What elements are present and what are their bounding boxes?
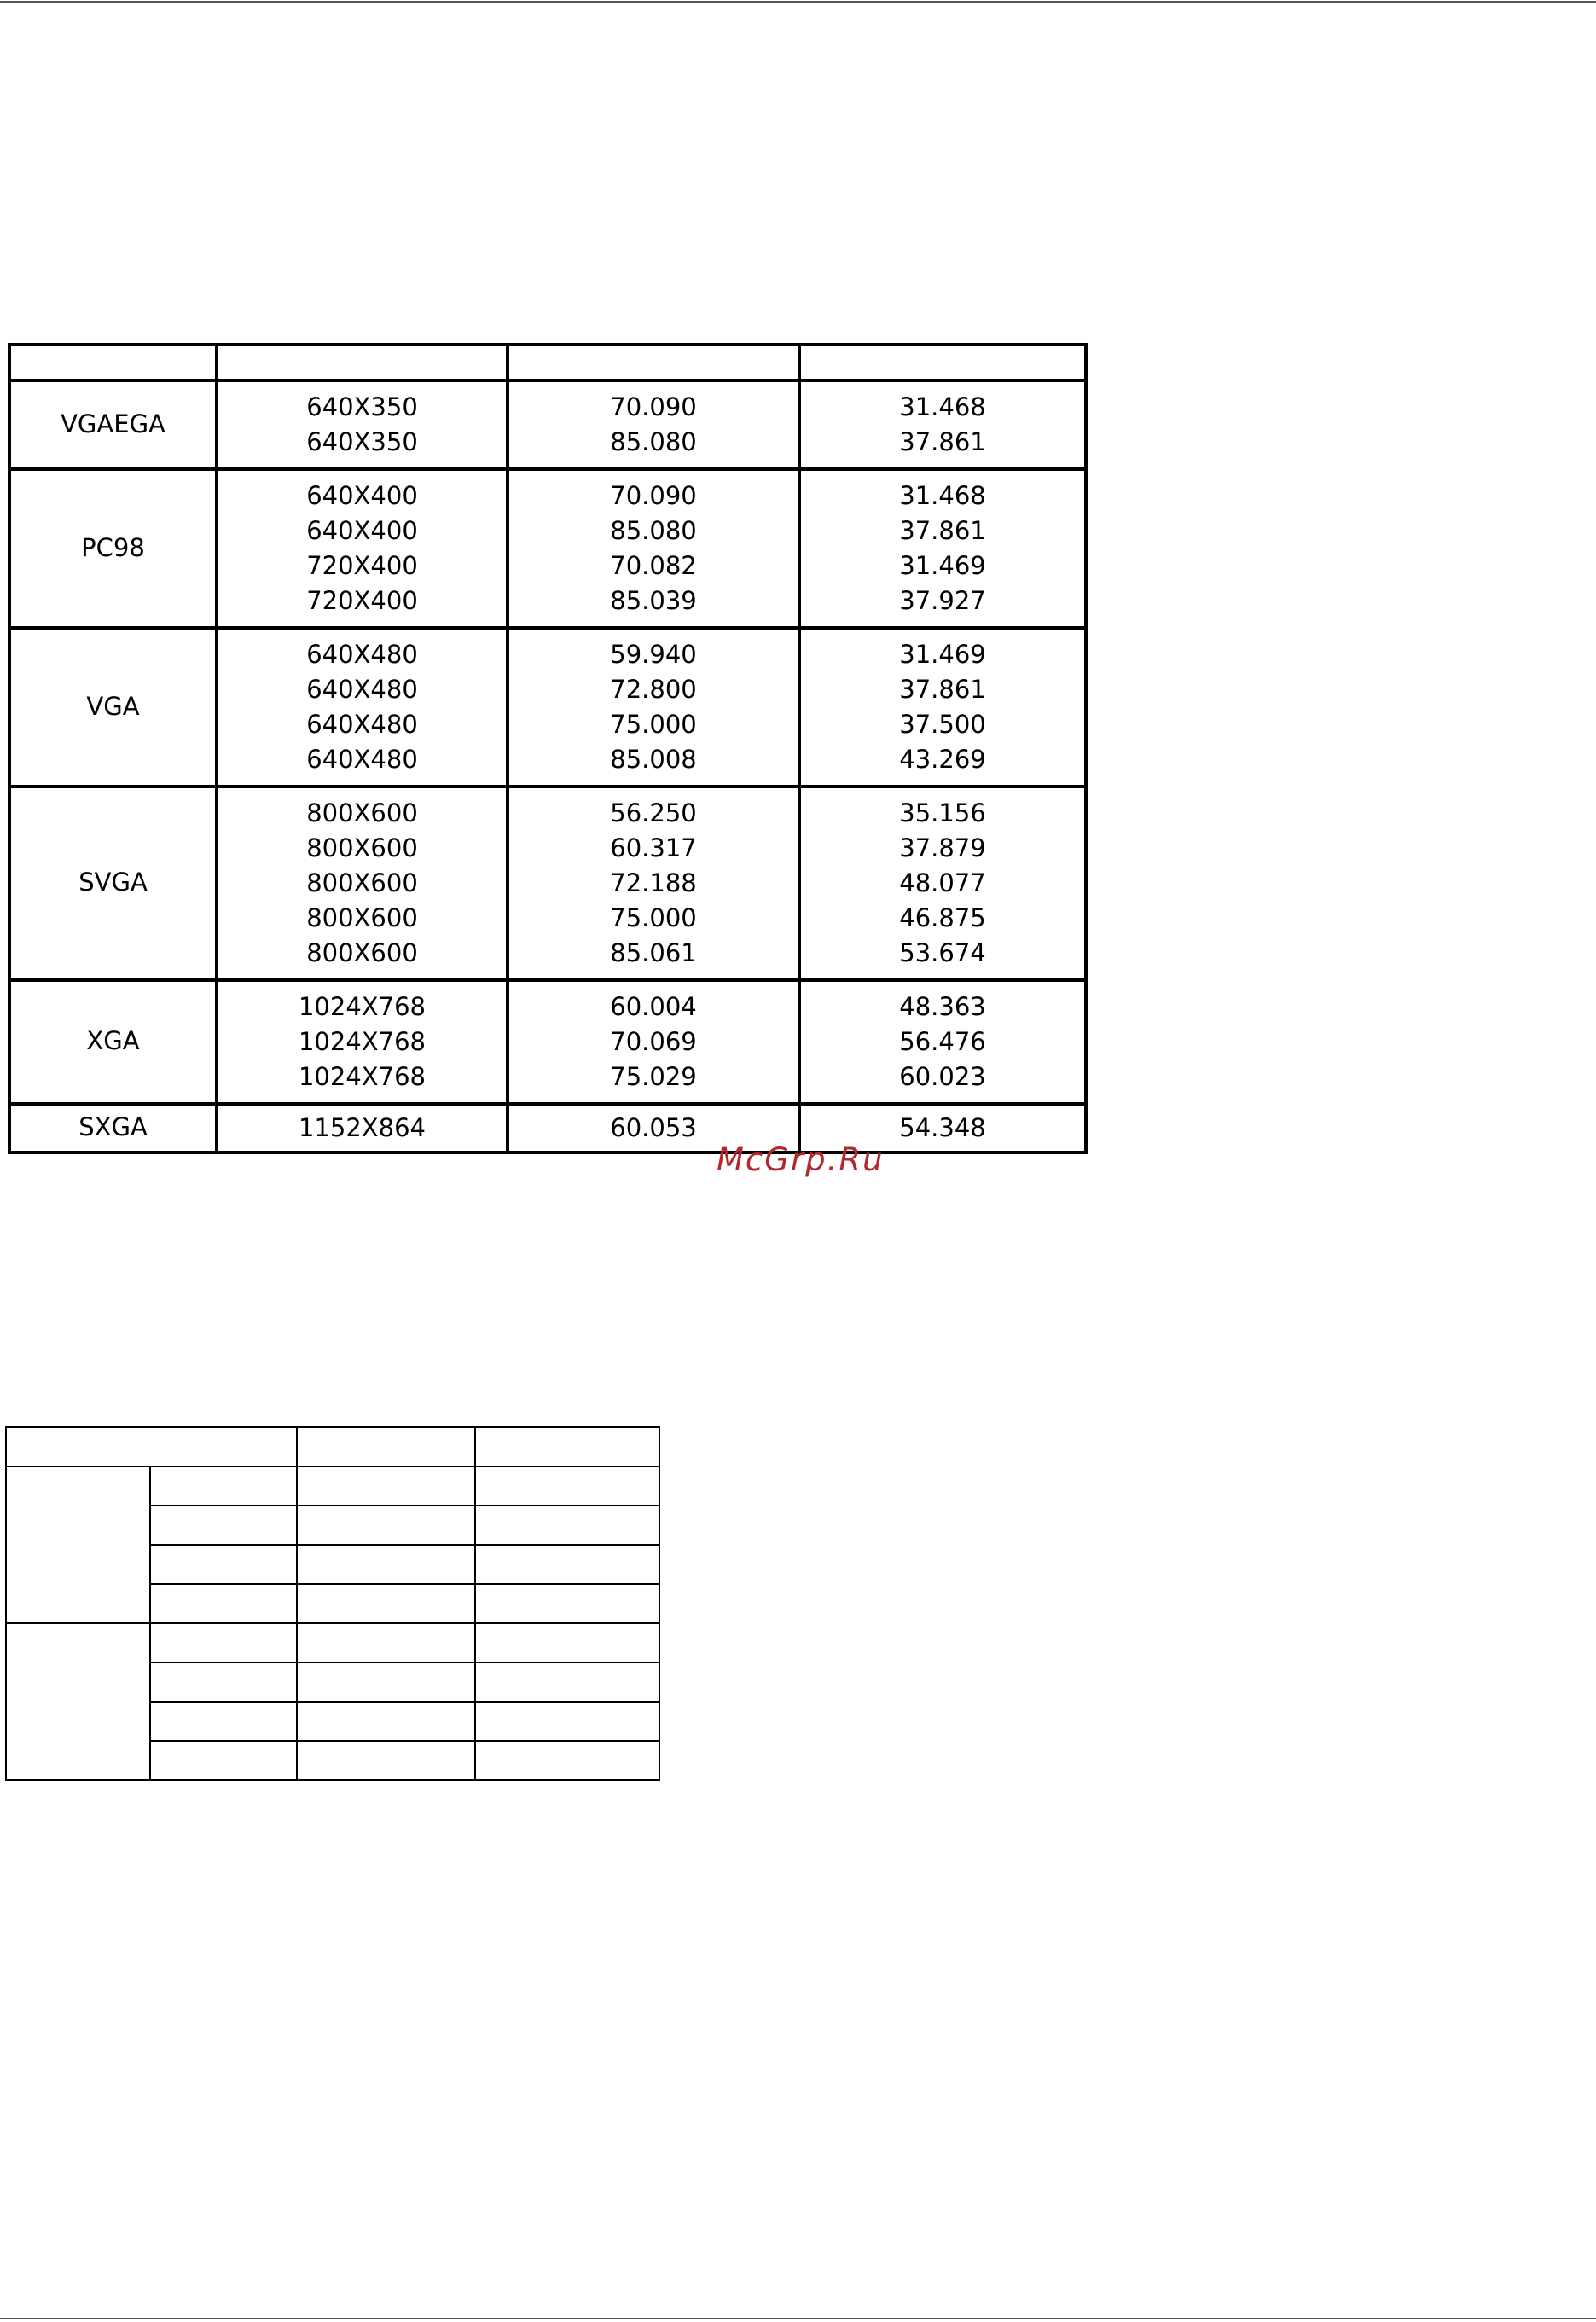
table-row	[9, 628, 1086, 787]
resolution-value: 720X400	[306, 586, 418, 615]
table-cell	[297, 1427, 475, 1466]
resolution-cell	[217, 469, 508, 628]
resolution-value: 800X600	[306, 833, 418, 862]
horizontal-frequency-value: 48.077	[899, 868, 986, 897]
table-cell	[150, 1584, 297, 1623]
vertical-frequency-value: 75.000	[610, 903, 697, 932]
vertical-frequency-value: 85.080	[610, 427, 697, 456]
table-cell	[475, 1466, 659, 1506]
resolution-value: 800X600	[306, 938, 418, 967]
vertical-frequency-value: 75.029	[610, 1062, 697, 1091]
resolution-value: 640X400	[306, 516, 418, 545]
horizontal-frequency-value: 35.156	[899, 798, 986, 827]
horizontal-frequency-value: 31.469	[899, 640, 986, 669]
table-cell	[475, 1427, 659, 1466]
resolution-value: 720X400	[306, 551, 418, 580]
horizontal-frequency-value: 37.879	[899, 833, 986, 862]
top-rule	[0, 1, 1596, 3]
mode-name-cell: VGA	[9, 628, 217, 787]
table-cell	[6, 1427, 297, 1466]
horizontal-frequency-value: 48.363	[899, 992, 986, 1021]
horizontal-frequency-value: 37.861	[899, 427, 986, 456]
vertical-frequency-value: 75.000	[610, 710, 697, 739]
vertical-frequency-value: 56.250	[610, 798, 697, 827]
resolution-cell	[217, 1104, 508, 1152]
resolution-value: 1024X768	[298, 992, 427, 1021]
mode-name-cell: SXGA	[9, 1104, 217, 1152]
resolution-cell	[217, 980, 508, 1104]
bottom-rule	[0, 2318, 1596, 2319]
table-cell	[297, 1506, 475, 1545]
table-cell	[6, 1623, 150, 1780]
vertical-frequency-value: 60.317	[610, 833, 697, 862]
table-row	[6, 1623, 659, 1663]
resolution-value: 1152X864	[298, 1113, 427, 1142]
display-timing-table	[8, 343, 1088, 1154]
vertical-frequency-value: 70.082	[610, 551, 697, 580]
resolution-value: 800X600	[306, 868, 418, 897]
mode-name-cell: PC98	[9, 469, 217, 628]
vertical-frequency-value: 60.053	[610, 1113, 697, 1142]
resolution-value: 640X350	[306, 427, 418, 456]
table-cell	[475, 1623, 659, 1663]
vertical-frequency-value: 60.004	[610, 992, 697, 1021]
table-cell	[297, 1623, 475, 1663]
mode-name-cell: VGAEGA	[9, 380, 217, 469]
table-cell	[297, 1741, 475, 1780]
horizontal-frequency-value: 56.476	[899, 1027, 986, 1056]
vertical-frequency-value: 59.940	[610, 640, 697, 669]
resolution-value: 640X480	[306, 640, 418, 669]
vfreq-cell	[508, 380, 799, 469]
resolution-value: 640X480	[306, 710, 418, 739]
table-cell	[297, 1702, 475, 1741]
horizontal-frequency-value: 31.468	[899, 392, 986, 421]
resolution-value: 640X350	[306, 392, 418, 421]
vertical-frequency-value: 72.188	[610, 868, 697, 897]
table-row	[9, 787, 1086, 980]
mode-name-cell: XGA	[9, 980, 217, 1104]
resolution-value: 1024X768	[298, 1027, 427, 1056]
blank-grid-table	[5, 1426, 660, 1781]
table-cell	[150, 1702, 297, 1741]
header-cell-vertical-frequency	[508, 345, 799, 380]
watermark: McGrp.Ru	[717, 1141, 885, 1178]
resolution-value: 640X480	[306, 745, 418, 774]
resolution-value: 640X400	[306, 481, 418, 510]
vfreq-cell	[508, 787, 799, 980]
table-cell	[6, 1466, 150, 1623]
horizontal-frequency-value: 60.023	[899, 1062, 986, 1091]
horizontal-frequency-value: 53.674	[899, 938, 986, 967]
hfreq-cell	[799, 469, 1086, 628]
table-cell	[150, 1623, 297, 1663]
resolution-value: 800X600	[306, 903, 418, 932]
horizontal-frequency-value: 46.875	[899, 903, 986, 932]
resolution-value: 1024X768	[298, 1062, 427, 1091]
table-cell	[475, 1545, 659, 1584]
vfreq-cell	[508, 469, 799, 628]
vfreq-cell	[508, 980, 799, 1104]
vertical-frequency-value: 85.080	[610, 516, 697, 545]
table-row	[6, 1466, 659, 1506]
horizontal-frequency-value: 43.269	[899, 745, 986, 774]
horizontal-frequency-value: 31.469	[899, 551, 986, 580]
table-cell	[150, 1741, 297, 1780]
hfreq-cell	[799, 787, 1086, 980]
table-cell	[297, 1545, 475, 1584]
hfreq-cell	[799, 380, 1086, 469]
table-row	[9, 380, 1086, 469]
resolution-cell	[217, 787, 508, 980]
table-row	[9, 1104, 1086, 1152]
resolution-value: 640X480	[306, 675, 418, 704]
horizontal-frequency-value: 31.468	[899, 481, 986, 510]
vertical-frequency-value: 85.008	[610, 745, 697, 774]
vertical-frequency-value: 70.069	[610, 1027, 697, 1056]
header-cell-mode	[9, 345, 217, 380]
table-header-row	[9, 345, 1086, 380]
table-cell	[297, 1466, 475, 1506]
header-cell-resolution	[217, 345, 508, 380]
vertical-frequency-value: 70.090	[610, 392, 697, 421]
horizontal-frequency-value: 37.861	[899, 675, 986, 704]
table-cell	[475, 1741, 659, 1780]
table-cell	[150, 1545, 297, 1584]
table-row	[9, 980, 1086, 1104]
hfreq-cell	[799, 980, 1086, 1104]
vertical-frequency-value: 72.800	[610, 675, 697, 704]
horizontal-frequency-value: 37.861	[899, 516, 986, 545]
table-cell	[297, 1584, 475, 1623]
table-body	[9, 380, 1086, 1152]
horizontal-frequency-value: 37.927	[899, 586, 986, 615]
vertical-frequency-value: 70.090	[610, 481, 697, 510]
hfreq-cell	[799, 628, 1086, 787]
mode-name-cell: SVGA	[9, 787, 217, 980]
table-cell	[475, 1506, 659, 1545]
table-cell	[475, 1584, 659, 1623]
horizontal-frequency-value: 37.500	[899, 710, 986, 739]
vfreq-cell	[508, 628, 799, 787]
table-cell	[150, 1663, 297, 1702]
table-row	[6, 1427, 659, 1466]
resolution-cell	[217, 380, 508, 469]
resolution-cell	[217, 628, 508, 787]
table-cell	[150, 1506, 297, 1545]
vertical-frequency-value: 85.039	[610, 586, 697, 615]
table-cell	[475, 1702, 659, 1741]
resolution-value: 800X600	[306, 798, 418, 827]
vertical-frequency-value: 85.061	[610, 938, 697, 967]
horizontal-frequency-value: 54.348	[899, 1113, 986, 1142]
header-cell-horizontal-frequency	[799, 345, 1086, 380]
table-cell	[475, 1663, 659, 1702]
table-cell	[150, 1466, 297, 1506]
table-row	[9, 469, 1086, 628]
table-cell	[297, 1663, 475, 1702]
